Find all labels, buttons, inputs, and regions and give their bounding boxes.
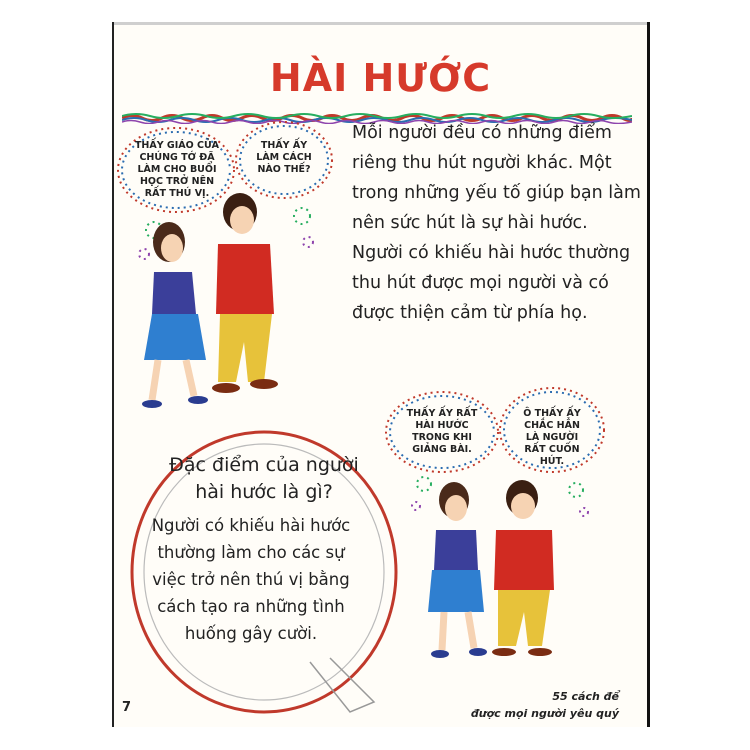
question-answer: Người có khiếu hài hước thường làm cho các sự việc trở nên thú vị bằng cách tạo ra những tình huống gây cười. [151,516,351,643]
book-title-line2: được mọi người yêu quý [470,707,619,720]
girl-character-top [142,222,208,408]
speech-text-top-boy: THẤY ẤY LÀM CÁCH NÀO THẾ? [256,140,312,175]
speech-text-top-girl: THẤY GIÁO CỦA CHÚNG TỚ ĐÃ LÀM CHO BUỔI HỌC TRỞ NÊN RẤT THÚ VỊ. [134,140,220,199]
speech-text-bottom-boy: Ô THẤY ẤY CHẮC HẲN LÀ NGƯỜI RẤT CUỐN HÚT. [523,408,581,467]
girl-character-bottom [428,482,487,658]
speech-text-bottom-girl: THẤY ẤY RẤT HÀI HƯỚC TRONG KHI GIẢNG BÀI. [406,408,478,455]
boy-character-bottom [492,480,554,656]
book-title [471,688,619,722]
question-title: Đặc điểm của người hài hước là gì? [169,454,359,503]
book-title-line1: 55 cách để [552,690,619,703]
page-number: 7 [122,700,132,715]
page-title: HÀI HƯỚC [269,56,492,100]
book-page [112,22,650,727]
intro-paragraph: Mỗi người đều có những điểm riêng thu hút người khác. Một trong những yếu tố giúp bạn làm nên sức hút là sự hài hước. Người có khiếu hài hước thường thu hút được mọi người và có được thiện cảm từ phía họ. [352,123,641,323]
boy-character-top [212,193,278,393]
